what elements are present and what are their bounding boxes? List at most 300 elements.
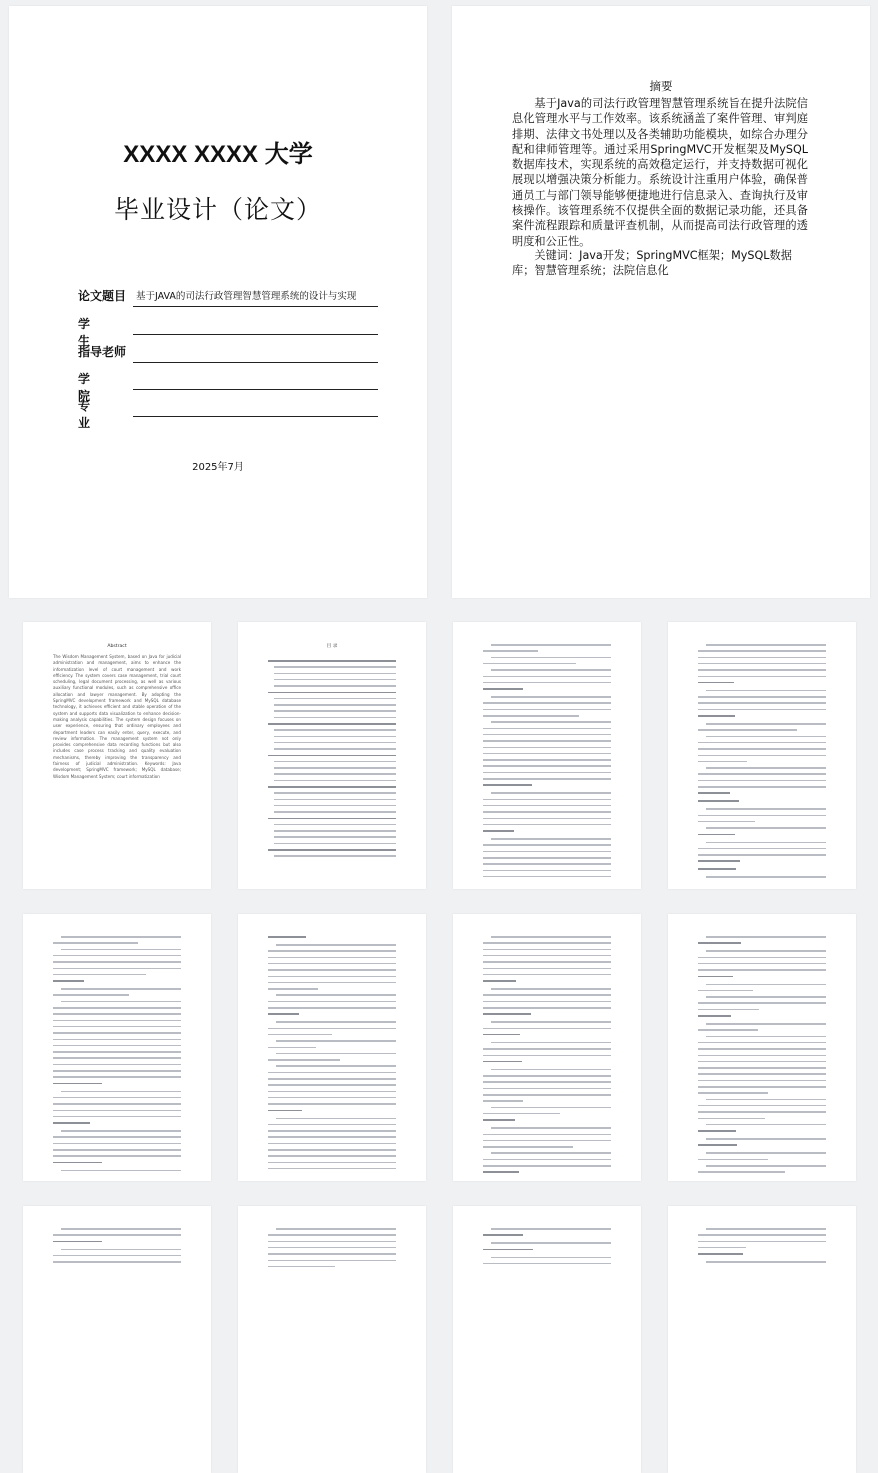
text-line: [706, 936, 826, 938]
text-line: [698, 1080, 826, 1082]
text-line: [698, 1253, 743, 1255]
text-line: [698, 942, 741, 944]
text-line: [491, 1242, 611, 1244]
text-line: [268, 936, 306, 938]
text-line: [483, 851, 611, 853]
text-line: [698, 1105, 826, 1107]
text-line: [483, 949, 611, 951]
thumbnail-english-abstract[interactable]: [23, 622, 211, 889]
text-line: [483, 818, 611, 820]
text-line: [698, 1086, 826, 1088]
text-line: [698, 773, 826, 775]
text-line: [698, 729, 797, 731]
text-line: [491, 1152, 611, 1154]
text-line: [483, 784, 532, 786]
text-line: [483, 805, 611, 807]
text-line: [483, 1013, 531, 1015]
text-line: [706, 1124, 826, 1126]
text-line: [698, 1009, 759, 1011]
text-line: [483, 765, 611, 767]
text-line: [698, 748, 826, 750]
text-line: [276, 1065, 396, 1067]
text-line: [53, 1020, 181, 1022]
text-line: [276, 1021, 396, 1023]
text-line: [698, 696, 826, 698]
text-line: [53, 1110, 181, 1112]
text-line: [706, 767, 826, 769]
text-line: [698, 709, 826, 711]
text-line: [53, 955, 181, 957]
text-line: [274, 685, 396, 687]
text-line: [274, 836, 396, 838]
text-line: [483, 863, 611, 865]
text-line: [698, 1042, 826, 1044]
english-abstract-body: The Wisdom Management System, based on Java for judicial administration and management, aims to enhance the informatization level of court management and work efficiency. The system covers case management, trial court scheduling, legal document processing, as well as various auxiliary functional modules, such as comprehensive office allocation and lawyer management. By adopting the SpringMVC development framework and MySQL database technology, it achieves efficient and stable operation of the system and supports data visualization to enhance decision-making analysis capabilities. The system design focuses on user experience, ensuring that ordinary employees and department leaders can easily enter, query, execute, and review information. The management system not only provides comprehensive data recording functions but also includes case process tracking and quality evaluation mechanisms, thereby improving the transparency and fairness of judicial administration. Keywords: Java development; SpringMVC framework; MySQL database; Wisdom Management System; court informatization: [53, 654, 181, 779]
text-line: [274, 761, 396, 763]
text-line: [53, 1070, 181, 1072]
text-line: [483, 1034, 520, 1036]
text-line: [706, 736, 826, 738]
text-line: [53, 1255, 181, 1257]
text-line: [698, 1029, 758, 1031]
text-line: [698, 1234, 826, 1236]
text-line: [268, 1124, 396, 1126]
text-line: [706, 808, 826, 810]
text-line: [274, 843, 396, 845]
abstract-title: 摘要: [649, 79, 673, 93]
text-line: [491, 1069, 611, 1071]
text-line: [268, 1247, 396, 1249]
text-line: [698, 990, 753, 992]
text-line: [698, 1241, 826, 1243]
text-line: [53, 1057, 181, 1059]
text-line: [483, 747, 611, 749]
field-label: 论文题目: [78, 289, 127, 303]
text-line: [698, 1002, 826, 1004]
text-line: [274, 855, 396, 857]
text-line: [483, 1171, 519, 1173]
text-line: [483, 728, 611, 730]
text-line: [483, 870, 611, 872]
text-line: [274, 811, 396, 813]
text-line: [706, 950, 826, 952]
cover-field-major: [78, 395, 378, 430]
text-line: [53, 1149, 181, 1151]
text-line: [276, 1228, 396, 1230]
text-line: [61, 936, 181, 938]
field-label: 指导老师: [78, 345, 127, 359]
thumbnail-table-of-contents[interactable]: [238, 622, 426, 889]
text-line: [483, 688, 523, 690]
text-line: [268, 1266, 335, 1268]
text-line: [53, 1155, 181, 1157]
text-line: [274, 805, 396, 807]
text-line: [698, 1111, 826, 1113]
thumbnail-page[interactable]: [668, 1206, 856, 1473]
text-line: [53, 1026, 181, 1028]
text-line: [268, 1136, 396, 1138]
thumbnail-page[interactable]: [23, 914, 211, 1181]
text-line: [698, 755, 826, 757]
text-line: [53, 1013, 181, 1015]
text-line: [698, 1118, 765, 1120]
text-line: [491, 838, 611, 840]
text-line: [483, 1088, 611, 1090]
text-line: [491, 988, 611, 990]
text-line: [53, 1064, 181, 1066]
text-line: [698, 676, 826, 678]
text-line: [483, 772, 611, 774]
abstract-page: [452, 6, 870, 598]
text-line: [274, 704, 396, 706]
text-line: [706, 1036, 826, 1038]
text-line: [53, 1261, 181, 1263]
text-line: [61, 1170, 181, 1172]
thesis-title-value: 基于JAVA的司法行政管理智慧管理系统的设计与实现: [136, 291, 357, 302]
text-line: [274, 736, 396, 738]
text-line: [268, 723, 396, 725]
text-line: [483, 1048, 611, 1050]
text-line: [268, 1149, 396, 1151]
text-line: [268, 1110, 302, 1112]
text-line: [491, 696, 611, 698]
text-line: [491, 1228, 611, 1230]
field-label: 学院: [78, 372, 115, 403]
text-line: [276, 1118, 396, 1120]
text-line: [698, 1015, 731, 1017]
text-line: [706, 690, 826, 692]
text-line: [483, 980, 516, 982]
text-line: [483, 1134, 611, 1136]
thumbnail-page[interactable]: [238, 914, 426, 1181]
text-line: [268, 1241, 396, 1243]
text-line: [491, 721, 611, 723]
text-line: [268, 957, 396, 959]
text-line: [491, 657, 611, 659]
text-line: [274, 773, 396, 775]
text-line: [491, 1127, 611, 1129]
cover-field-title: [78, 285, 378, 307]
text-line: [698, 1067, 826, 1069]
text-line: [53, 1116, 181, 1118]
text-line: [268, 1103, 396, 1105]
text-line: [53, 1241, 102, 1243]
text-line: [698, 1247, 746, 1249]
text-line: [706, 1152, 826, 1154]
text-line: [698, 786, 826, 788]
text-line: [268, 1130, 396, 1132]
text-line: [268, 692, 396, 694]
text-line: [491, 936, 611, 938]
abstract-keywords: 关键词：Java开发；SpringMVC框架；MySQL数据库；智慧管理系统；法院信息化: [512, 249, 792, 278]
text-line: [491, 644, 611, 646]
text-line: [483, 1001, 611, 1003]
text-line: [706, 1165, 826, 1167]
text-line: [53, 1097, 181, 1099]
text-line: [491, 1257, 611, 1259]
text-line: [61, 1249, 181, 1251]
text-line: [698, 761, 747, 763]
document-type-title: 毕业设计（论文）: [113, 195, 322, 224]
text-line: [491, 669, 611, 671]
text-line: [53, 1032, 181, 1034]
text-line: [53, 1051, 181, 1053]
text-line: [698, 1144, 737, 1146]
text-line: [706, 1138, 826, 1140]
text-line: [483, 709, 611, 711]
text-line: [274, 792, 396, 794]
text-line: [268, 1028, 396, 1030]
text-line: [53, 1143, 181, 1145]
text-line: [483, 650, 538, 652]
text-line: [483, 1094, 611, 1096]
text-line: [274, 830, 396, 832]
text-line: [274, 799, 396, 801]
text-line: [706, 1261, 826, 1263]
text-line: [268, 1007, 396, 1009]
text-line: [274, 666, 396, 668]
text-line: [61, 1091, 181, 1093]
text-line: [268, 1047, 316, 1049]
text-line: [268, 1001, 396, 1003]
text-line: [698, 1159, 768, 1161]
text-line: [274, 742, 396, 744]
text-line: [698, 1092, 768, 1094]
text-line: [483, 1263, 611, 1265]
text-line: [483, 740, 611, 742]
field-underline: [133, 362, 378, 363]
text-line: [698, 1048, 826, 1050]
text-line: [268, 988, 318, 990]
text-line: [698, 848, 826, 850]
text-line: [268, 950, 396, 952]
text-line: [698, 663, 826, 665]
text-line: [268, 1162, 396, 1164]
text-line: [483, 968, 611, 970]
text-line: [274, 780, 396, 782]
text-line: [698, 1171, 785, 1173]
text-line: [268, 1234, 396, 1236]
text-line: [698, 742, 826, 744]
text-line: [491, 792, 611, 794]
text-line: [491, 1107, 611, 1109]
text-line: [53, 942, 138, 944]
text-line: [491, 1021, 611, 1023]
text-line: [53, 1039, 181, 1041]
text-line: [483, 876, 611, 878]
text-line: [268, 755, 396, 757]
text-line: [274, 698, 396, 700]
text-line: [483, 1146, 573, 1148]
text-line: [268, 1168, 396, 1170]
text-line: [706, 1099, 826, 1101]
text-line: [483, 1055, 611, 1057]
text-line: [53, 1045, 181, 1047]
text-line: [698, 815, 826, 817]
text-line: [483, 778, 611, 780]
text-line: [274, 717, 396, 719]
text-line: [483, 734, 611, 736]
text-line: [698, 780, 826, 782]
text-line: [698, 969, 826, 971]
text-line: [268, 849, 396, 851]
text-line: [276, 1040, 396, 1042]
text-line: [268, 963, 396, 965]
text-line: [483, 844, 611, 846]
thumbnail-page[interactable]: [668, 622, 856, 889]
text-line: [706, 723, 826, 725]
text-line: [483, 1007, 611, 1009]
text-line: [483, 799, 611, 801]
text-line: [274, 767, 396, 769]
text-line: [268, 1155, 396, 1157]
text-line: [268, 976, 396, 978]
text-line: [706, 996, 826, 998]
text-line: [61, 1228, 181, 1230]
text-line: [53, 1136, 181, 1138]
thumbnail-page[interactable]: [453, 622, 641, 889]
cover-field-student: [78, 313, 378, 348]
text-line: [61, 1001, 181, 1003]
cover-field-advisor: [78, 341, 378, 363]
text-line: [274, 824, 396, 826]
text-line: [53, 1122, 90, 1124]
text-line: [483, 961, 611, 963]
text-line: [698, 834, 735, 836]
text-line: [698, 860, 740, 862]
text-line: [706, 1023, 826, 1025]
text-line: [268, 1143, 396, 1145]
text-line: [61, 1130, 181, 1132]
text-line: [698, 963, 826, 965]
text-line: [483, 1165, 611, 1167]
text-line: [268, 1091, 396, 1093]
text-line: [268, 1059, 340, 1061]
thumbnail-page[interactable]: [453, 914, 641, 1181]
text-line: [706, 842, 826, 844]
thumbnail-page[interactable]: [668, 914, 856, 1181]
text-line: [268, 1078, 396, 1080]
text-line: [53, 994, 129, 996]
text-line: [483, 857, 611, 859]
text-line: [268, 1253, 396, 1255]
text-line: [483, 1075, 611, 1077]
text-line: [276, 1053, 396, 1055]
field-underline: [133, 416, 378, 417]
university-name: XXXX XXXX 大学: [123, 141, 313, 168]
text-line: [268, 1034, 332, 1036]
text-line: [483, 811, 611, 813]
text-line: [274, 729, 396, 731]
text-line: [698, 868, 736, 870]
text-line: [274, 673, 396, 675]
text-line: [698, 792, 730, 794]
text-line: [483, 663, 576, 665]
text-line: [53, 1162, 102, 1164]
text-line: [483, 830, 514, 832]
text-line: [268, 982, 396, 984]
text-line: [274, 679, 396, 681]
text-line: [698, 1073, 826, 1075]
text-line: [483, 955, 611, 957]
text-line: [53, 1076, 181, 1078]
field-underline: [133, 334, 378, 335]
text-line: [483, 824, 611, 826]
text-line: [491, 1042, 611, 1044]
cover-field-college: [78, 368, 378, 403]
text-line: [53, 974, 146, 976]
text-line: [483, 759, 611, 761]
text-line: [53, 961, 181, 963]
text-line: [53, 1007, 181, 1009]
text-line: [706, 644, 826, 646]
text-line: [483, 676, 611, 678]
cover-page: [9, 6, 427, 598]
thumbnail-page[interactable]: [238, 1206, 426, 1473]
text-line: [276, 994, 396, 996]
toc-title: 目 录: [326, 644, 338, 649]
text-line: [483, 1249, 533, 1251]
text-line: [698, 715, 735, 717]
text-line: [268, 969, 396, 971]
text-line: [698, 1055, 826, 1057]
text-line: [483, 753, 611, 755]
text-line: [698, 800, 739, 802]
text-line: [53, 980, 84, 982]
text-line: [483, 1061, 522, 1063]
text-line: [698, 1130, 736, 1132]
text-line: [483, 1113, 560, 1115]
text-line: [274, 748, 396, 750]
text-line: [61, 949, 181, 951]
text-line: [698, 669, 826, 671]
text-line: [483, 1028, 611, 1030]
text-line: [483, 1140, 611, 1142]
text-line: [706, 827, 826, 829]
text-line: [483, 1159, 611, 1161]
text-line: [483, 1119, 515, 1121]
text-line: [268, 1072, 396, 1074]
text-line: [698, 702, 826, 704]
text-line: [268, 818, 396, 820]
text-line: [483, 974, 611, 976]
thumbnail-page[interactable]: [23, 1206, 211, 1473]
text-line: [483, 715, 579, 717]
abstract-body: 基于Java的司法行政管理智慧管理系统旨在提升法院信息化管理水平与工作效率。该系统涵盖了案件管理、审判庭排期、法律文书处理以及各类辅助功能模块，如综合办理分配和律师管理等。通过采用SpringMVC开发框架及MySQL数据库技术，实现系统的高效稳定运行，并支持数据可视化展现以增强决策分析能力。系统设计注重用户体验，确保普通员工与部门领导能够便捷地进行信息录入、查询执行及审核操作。该管理系统不仅提供全面的数据记录功能，还具备案件流程跟踪和质量评查机制，从而提高司法行政管理的透明度和公正性。: [512, 97, 808, 248]
text-line: [268, 1260, 396, 1262]
text-line: [483, 702, 611, 704]
text-line: [268, 660, 396, 662]
text-line: [53, 1103, 181, 1105]
text-line: [53, 968, 181, 970]
text-line: [698, 682, 734, 684]
thumbnail-page[interactable]: [453, 1206, 641, 1473]
text-line: [268, 786, 396, 788]
text-line: [698, 957, 826, 959]
text-line: [483, 1234, 523, 1236]
text-line: [483, 994, 611, 996]
text-line: [483, 682, 611, 684]
text-line: [698, 650, 826, 652]
text-line: [274, 710, 396, 712]
text-line: [698, 821, 755, 823]
text-line: [483, 942, 611, 944]
text-line: [61, 988, 181, 990]
text-line: [268, 1097, 396, 1099]
text-line: [706, 984, 826, 986]
text-line: [698, 1061, 826, 1063]
cover-date: 2025年7月: [192, 462, 244, 473]
